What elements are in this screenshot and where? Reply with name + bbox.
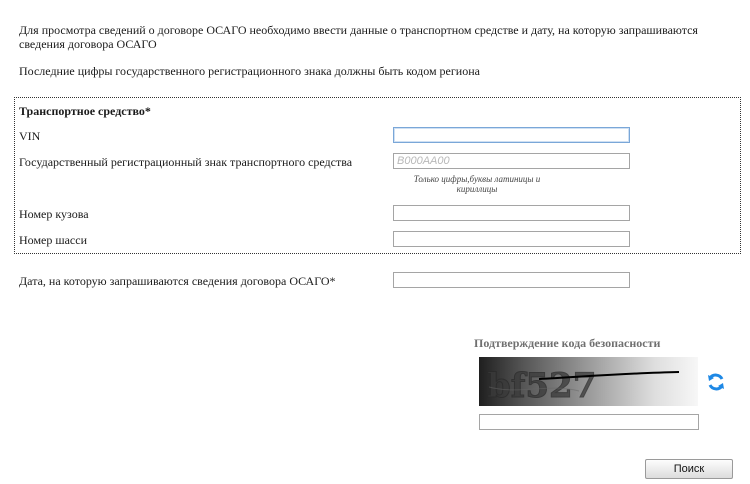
vin-input[interactable] [393, 127, 630, 143]
captcha-input[interactable] [479, 414, 699, 430]
plate-input[interactable] [393, 153, 630, 169]
intro-region-note: Последние цифры государственного регистрационного знака должны быть кодом региона [19, 64, 480, 78]
search-button[interactable]: Поиск [645, 459, 733, 479]
body-number-label: Номер кузова [19, 207, 89, 221]
intro-text: Для просмотра сведений о договоре ОСАГО необходимо ввести данные о транспортном средстве и дату, на которую запрашиваются сведения договора ОСАГО [19, 23, 698, 51]
vin-label: VIN [19, 129, 41, 143]
chassis-number-input[interactable] [393, 231, 630, 247]
date-label: Дата, на которую запрашиваются сведения договора ОСАГО* [19, 274, 336, 288]
body-number-input[interactable] [393, 205, 630, 221]
captcha-code-text: bf527 [487, 366, 597, 406]
refresh-icon[interactable] [705, 371, 727, 393]
plate-label: Государственный регистрационный знак транспортного средства [19, 155, 353, 169]
chassis-number-label: Номер шасси [19, 233, 87, 247]
captcha-title: Подтверждение кода безопасности [474, 336, 661, 350]
vehicle-section-title: Транспортное средство* [19, 104, 151, 118]
plate-hint: Только цифры,буквы латиницы и кириллицы [413, 174, 541, 194]
vehicle-section [14, 97, 741, 254]
captcha-image [479, 357, 698, 406]
date-input[interactable] [393, 272, 630, 288]
